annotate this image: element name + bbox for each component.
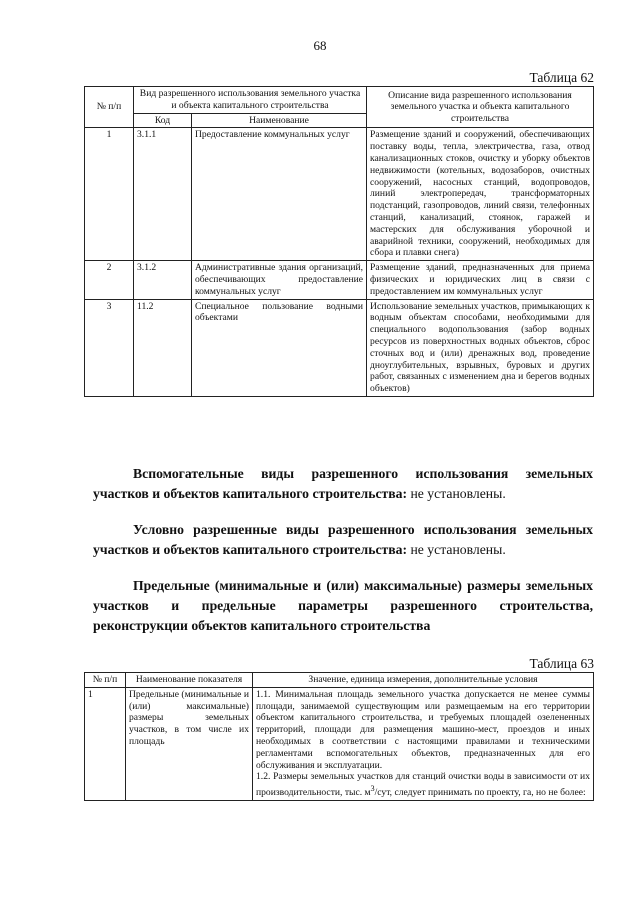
page-number: 68 (313, 38, 327, 53)
header-num: № п/п (85, 87, 134, 128)
limits-table (84, 672, 594, 801)
row-num: 3 (85, 299, 134, 396)
header-description: Описание вида разрешенного использования земельного участка и объекта капитального строительства (367, 87, 594, 128)
table-row (85, 687, 594, 800)
table-row (85, 261, 594, 299)
row-description: Использование земельных участков, примыкающих к водным объектам способами, необходимыми для специального водопользования (забор водных ресурсов из поверхностных водных объектов, сброс сточных вод и (или) дренажных вод, проведение дноуглубительных, взрывных, буровых и других работ, связанных с изменением дна и берегов водных объектов) (367, 299, 594, 396)
value-superscript: 3 (370, 784, 375, 794)
limits-paragraph (93, 576, 593, 636)
paragraph-heading: Предельные (минимальные и (или) максимальные) размеры земельных участков и предельные параметры разрешенного строительства, реконструкции объектов капитального строительства (93, 578, 593, 633)
conditional-uses-paragraph (93, 520, 593, 560)
row-code: 11.2 (134, 299, 192, 396)
row-name: Специальное пользование водными объектами (192, 299, 367, 396)
value-item: 1.1. Минимальная площадь земельного участка допускается не менее суммы площади, занимаемой существующим или размещаемым на его территории объектом капитального строительства, и требуемых площадей озелененных территорий, площади для размещения машино-мест, проездов и иных необходимых в соответствии с настоящими правилами и техническими регламентами вспомогательных объектов, предназначенных для его обслуживания и эксплуатации. (256, 688, 590, 771)
table-row (85, 299, 594, 396)
header-use-kind: Вид разрешенного использования земельного участка и объекта капитального строительства (134, 87, 367, 114)
table-caption: Таблица 63 (529, 656, 594, 671)
header-name: Наименование (192, 113, 367, 128)
header-value: Значение, единица измерения, дополнительные условия (253, 673, 594, 688)
header-name: Наименование показателя (126, 673, 253, 688)
row-description: Размещение зданий, предназначенных для приема физических и юридических лиц в связи с предоставлением им коммунальных услуг (367, 261, 594, 299)
value-text: 1.2. Размеры земельных участков для станций очистки воды в зависимости от их производительности, тыс. м (256, 771, 590, 799)
paragraph-text: не установлены. (407, 486, 506, 501)
row-name: Предельные (минимальные и (или) максимальные) размеры земельных участков, в том числе их площадь (126, 687, 253, 800)
value-item (256, 771, 590, 799)
permitted-use-table (84, 86, 594, 397)
table-caption: Таблица 62 (529, 70, 594, 85)
row-code: 3.1.2 (134, 261, 192, 299)
row-description: Размещение зданий и сооружений, обеспечивающих поставку воды, тепла, электричества, газа, отвод канализационных стоков, очистку и уборку объектов недвижимости (котельных, водозаборов, очистных сооружений, насосных станций, водопроводов, линий электропередач, трансформаторных подстанций, газопроводов, линий связи, телефонных станций, канализаций, стоянок, гаражей и мастерских для обслуживания уборочной и аварийной техники, сооружений, необходимых для сбора и плавки снега) (367, 128, 594, 261)
row-num: 1 (85, 687, 126, 800)
paragraph-text: не установлены. (407, 542, 506, 557)
auxiliary-uses-paragraph (93, 464, 593, 504)
paragraph-heading: Вспомогательные виды разрешенного использования земельных участков и объектов капитального строительства: (93, 466, 593, 501)
value-text: /сут, следует принимать по проекту, га, но не более: (374, 787, 586, 799)
row-value (253, 687, 594, 800)
row-name: Административные здания организаций, обеспечивающих предоставление коммунальных услуг (192, 261, 367, 299)
table-row (85, 128, 594, 261)
header-code: Код (134, 113, 192, 128)
row-num: 2 (85, 261, 134, 299)
paragraph-heading: Условно разрешенные виды разрешенного использования земельных участков и объектов капитального строительства: (93, 522, 593, 557)
row-name: Предоставление коммунальных услуг (192, 128, 367, 261)
header-num: № п/п (85, 673, 126, 688)
row-code: 3.1.1 (134, 128, 192, 261)
row-num: 1 (85, 128, 134, 261)
